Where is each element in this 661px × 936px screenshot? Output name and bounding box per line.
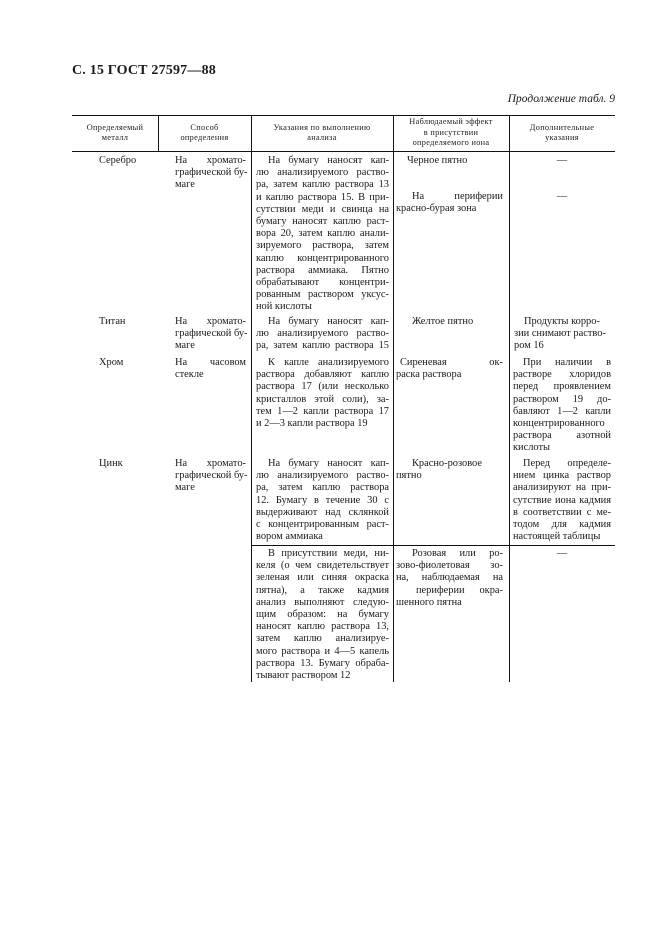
cell-instructions: На бумагу наносят кап- лю анализируемого раство- ра, затем каплю раствора 12. Бумагу в течение 30 с выдерживают над склянкой с концентрированным раст- вором аммиака — [256, 458, 389, 543]
cell-effect: На периферии красно-бурая зона — [396, 191, 503, 215]
cell-metal: Титан — [99, 316, 126, 327]
cell-notes: — — [556, 548, 568, 559]
column-divider — [393, 115, 394, 682]
cell-method: На хромато- графической бу- маге — [175, 155, 248, 191]
cell-instructions: На бумагу наносят кап- лю анализируемого раство- ра, затем каплю раствора 15 — [256, 316, 389, 352]
cell-metal: Цинк — [99, 458, 123, 469]
cell-notes: Продукты корро- зии снимают раство- ром 16 — [514, 316, 606, 352]
analysis-table — [72, 115, 615, 682]
cell-effect: Красно-розовое пятно — [396, 458, 482, 482]
page-header: С. 15 ГОСТ 27597—88 — [72, 63, 216, 78]
header-instructions: Указания по выполнению анализа — [273, 122, 371, 142]
cell-instructions: В присутствии меди, ни- келя (о чем свидетельствует зеленая или синяя окраска пятна), а также кадмия анализ выполняют следую- щим образом: на бумагу наносят каплю раствора 13, затем каплю анализируе- мого раствора и 4—5 капель раствора 13. Бумагу обраба- тывают раствором 12 — [256, 548, 389, 682]
cell-effect: Желтое пятно — [412, 316, 474, 327]
header-bottom-rule — [72, 151, 615, 152]
header-notes: Дополнительные указания — [529, 122, 595, 142]
cell-notes: При наличии в растворе хлоридов перед проявлением раствором 19 до- бавляют 1—2 капли концентрированного раствора азотной кислоты — [513, 357, 611, 454]
header-metal: Определяемый металл — [86, 122, 144, 142]
cell-effect: Розовая или ро- зово-фиолетовая зо- на, наблюдаемая на периферии окра- шенного пятна — [396, 548, 503, 608]
table-continuation-label: Продолжение табл. 9 — [507, 93, 615, 105]
cell-metal: Хром — [99, 357, 124, 368]
cell-instructions: На бумагу наносят кап- лю анализируемого раство- ра, затем каплю раствора 13 и каплю раствора 15. В при- сутствии меди и свинца на бумагу наносят каплю раст- вора 20, затем каплю анали- зируемого раствора, затем каплю концентрированного раствора аммиака. Пятно обрабатывают концентри- рованным раствором уксус- ной кислоты — [256, 155, 389, 313]
cell-notes: Перед определе- нием цинка раствор анализируют на при- сутствие иона кадмия в соответствии с ме- тодом для кадмия настоящей таблицы — [513, 458, 611, 543]
cell-effect: Черное пятно — [407, 155, 468, 166]
cell-method: На хромато- графической бу- маге — [175, 316, 248, 352]
header-effect: Наблюдаемый эффект в присутствии определяемого иона — [409, 117, 493, 148]
cell-method: На часовом стекле — [175, 357, 246, 381]
column-divider — [251, 115, 252, 682]
cell-notes: — — [556, 155, 568, 166]
subrow-rule — [251, 545, 615, 546]
cell-instructions: К капле анализируемого раствора добавляют каплю раствора 17 (или несколько кристаллов этой соли), за- тем 1—2 капли раствора 17 и 2—3 капли раствора 19 — [256, 357, 389, 430]
cell-effect: Сиреневая ок- раска раствора — [396, 357, 503, 381]
cell-notes: — — [556, 191, 568, 202]
cell-metal: Серебро — [99, 155, 137, 166]
cell-method: На хромато- графической бу- маге — [175, 458, 248, 494]
header-method: Способ определения — [180, 122, 229, 142]
